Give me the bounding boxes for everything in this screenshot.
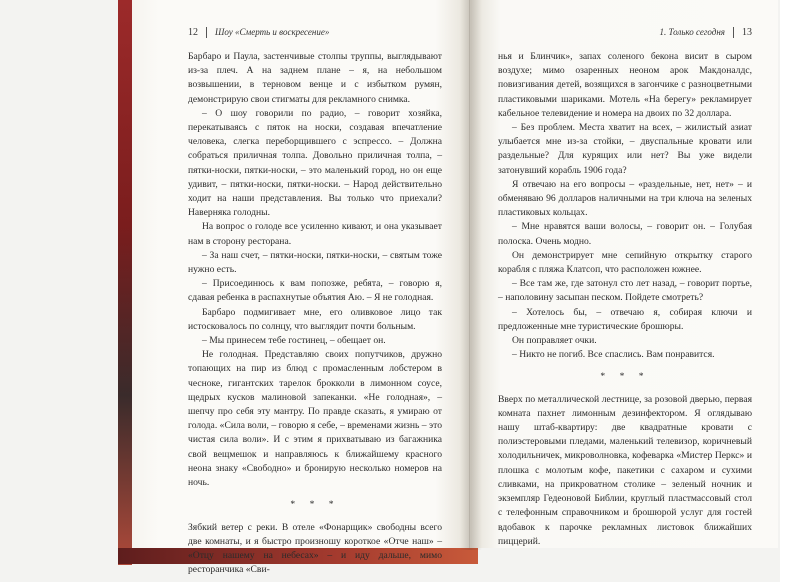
paragraph: Вверх по металлической лестнице, за розовой дверью, первая комната пахнет лимонным дезинфектором. Я оглядываю нашу штаб-квартиру: две квадратные кровати с полиэстеровыми пледами, маленький телевизор, коричневый холодильничек, микроволновка, кофеварка «Мистер Перкс» и плошка с молотым кофе, пакетики с сахаром и сухими сливками, на прикроватном столике – зеленый ночник и экземпляр Гедеоновой Библии, круглый пластмассовый стол с телефонным справочником и брошюрой услуг для гостей вдобавок к парочке рекламных листовок ближайших пиццерий. <box>498 393 752 547</box>
right-body-text <box>498 50 752 549</box>
paragraph: – За наш счет, – пятки-носки, пятки-носки, – святым тоже нужно есть. <box>188 249 442 276</box>
paragraph: – Мне нравятся ваши волосы, – говорит он. – Голубая полоска. Очень модно. <box>498 221 752 247</box>
paragraph: – Мы принесем тебе гостинец, – обещает он. <box>202 335 386 347</box>
paragraph: – Хотелось бы, – отвечаю я, собирая ключи и предложенные мне туристические брошюры. <box>498 306 752 332</box>
section-separator: * * * <box>600 371 650 383</box>
paragraph: – О шоу говорили по радио, – говорит хозяйка, перекатываясь с пяток на носки, создавая впечатление человека, слегка переборщившего с эспрессо. – Должна собраться приличная толпа. Довольно приличная толпа, – пятки-носки, пятки-носки, – это маленький город, но он еще удивит, – пятки-носки, пятки-носки. – Народ действительно ходит на наши представления. Вы только что приехали? Наверняка голодны. <box>188 107 442 219</box>
paragraph: – Без проблем. Места хватит на всех, – жилистый азиат улыбается мне из-за стойки, – двуспальные кровати или раздельные? Для курящих или нет? Вы уже видели затонувший корабль 1906 года? <box>498 122 752 176</box>
paragraph: – Никто не погиб. Все спаслись. Вам понравится. <box>512 349 715 361</box>
right-page-number: 13 <box>742 27 752 38</box>
book-gutter-shadow <box>460 0 482 550</box>
book-cover-edge <box>118 0 132 565</box>
paragraph: Зябкий ветер с реки. В отеле «Фонарщик» свободны всего две комнаты, и я быстро произношу короткое «Отче наш» – «Отцу нашему на небесах» – и иду дальше, мимо ресторанчика «Сви- <box>188 521 442 576</box>
paragraph: Я отвечаю на его вопросы – «раздельные, нет, нет» – и обменяваю 96 долларов наличными на три ключа на зеленых пластиковых кольцах. <box>498 178 752 219</box>
paragraph: На вопрос о голоде все усиленно кивают, и она указывает нам в сторону ресторана. <box>188 221 442 247</box>
paragraph: – Все там же, где затонул сто лет назад, – говорит портье, – наполовину засыпан песком. Пойдете смотреть? <box>498 278 752 304</box>
left-running-head <box>188 27 329 38</box>
paragraph: Он демонстрирует мне сепийную открытку старого корабля с пляжа Клатсоп, что расположен южнее. <box>498 249 752 276</box>
right-running-title: 1. Только сегодня <box>659 27 725 37</box>
paragraph: Барбаро подмигивает мне, его оливковое лицо так истосковалось по солнцу, что выглядит почти больным. <box>188 306 442 332</box>
paragraph: Он поправляет очки. <box>512 335 597 347</box>
paragraph: – Присоединюсь к вам попозже, ребята, – говорю я, сдавая ребенка в распахнутые объятия Аю. – Я не голодная. <box>188 278 442 304</box>
left-body-text <box>188 50 442 577</box>
right-page <box>470 0 778 548</box>
paragraph: нья и Блинчик», запах соленого бекона висит в сыром воздухе; мимо озаренных неоном арок Макдоналдс, повизгивания детей, возящихся в загончике с разноцветными пластиковыми шариками. Мотель «На берегу» рекламирует кабельное телевидение и номера на двоих по 32 доллара. <box>498 51 752 119</box>
header-divider <box>733 27 734 38</box>
paragraph: Не голодная. Представляю своих попутчиков, дружно топающих на пир из блюд с промасленным лобстером в чесноке, гигантских тарелок брокколи в лимонном соусе, щедрых кусков малиновой запеканки. «Не голодная», – шепчу про себя эту мантру. По правде сказать, я умираю от голода. «Сила воли, – говорю я себе, – временами жизнь – это чистая сила воли». И с этим я прихватываю из багажника свой вещмешок и направляюсь к ближайшему красного неона знаку «Свободно» и бронирую несколько номеров на ночь. <box>188 349 442 489</box>
section-separator: * * * <box>290 499 340 511</box>
left-page-number: 12 <box>188 27 198 38</box>
scan-margin <box>780 0 800 582</box>
left-page <box>132 0 470 576</box>
paragraph: Барбаро и Паула, застенчивые столпы труппы, выглядывают из-за плеч. А на заднем плане – я, на небольшом возвышении, в терновом венце и с избытком румян, демонстрирую свои стигматы для рекламного снимка. <box>188 51 442 105</box>
header-divider <box>206 27 207 38</box>
right-running-head <box>659 27 752 38</box>
left-running-title: Шоу «Смерть и воскресение» <box>215 27 330 37</box>
